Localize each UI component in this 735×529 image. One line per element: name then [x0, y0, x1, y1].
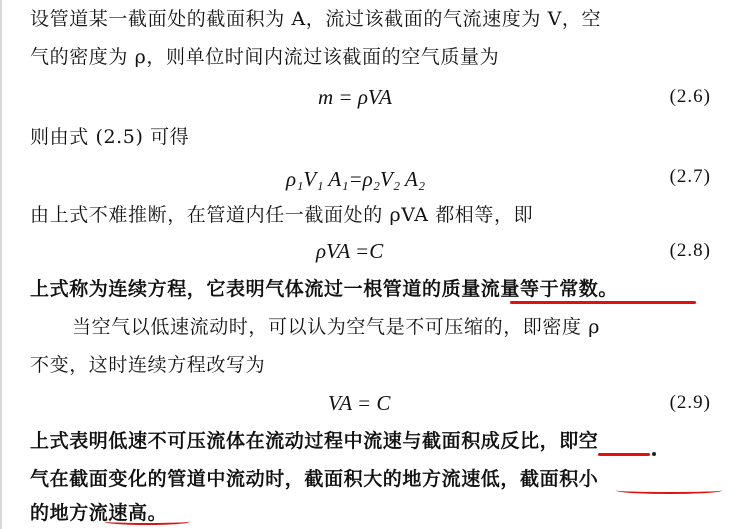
paragraph2-line1: 当空气以低速流动时，可以认为空气是不可压缩的，即密度 ρ [72, 316, 601, 338]
underline-high-speed [104, 518, 190, 525]
underline-small-area [616, 487, 722, 494]
paragraph2-line2: 不变，这时连续方程改写为 [30, 354, 266, 376]
conclusion-line2: 气在截面变化的管道中流动时，截面积大的地方流速低，截面积小 [30, 468, 599, 490]
equation-number-2-8: (2.8) [669, 240, 711, 261]
text-infer: 由上式不难推断，在管道内任一截面处的 ρVA 都相等，即 [30, 204, 534, 226]
text-then: 则由式 (2.5) 可得 [30, 126, 190, 148]
continuity-sentence: 上式称为连续方程，它表明气体流过一根管道的质量流量等于常数。 [30, 278, 619, 300]
equation-number-2-9: (2.9) [669, 392, 711, 413]
equation-2-8: ρVA =C [316, 239, 384, 263]
paragraph1-line1: 设管道某一截面处的截面积为 A，流过该截面的气流速度为 V，空 [30, 8, 602, 30]
equation-number-2-7: (2.7) [669, 166, 711, 187]
underline-mass-flow-constant [510, 301, 696, 304]
ink-dot [652, 452, 656, 456]
equation-2-7: ρ₁V₁ A₁=ρ₂V₂ A₂ [286, 167, 426, 191]
underline-inverse-proportion [598, 453, 650, 456]
conclusion-line1: 上式表明低速不可压流体在流动过程中流速与截面积成反比，即空 [30, 430, 599, 452]
paragraph1-line2: 气的密度为 ρ，则单位时间内流过该截面的空气质量为 [30, 46, 500, 68]
page-left-edge [0, 0, 2, 529]
conclusion-line3: 的地方流速高。 [30, 502, 168, 524]
equation-2-6: m = ρVA [318, 85, 393, 109]
equation-2-9: VA = C [328, 391, 391, 415]
equation-number-2-6: (2.6) [669, 86, 711, 107]
